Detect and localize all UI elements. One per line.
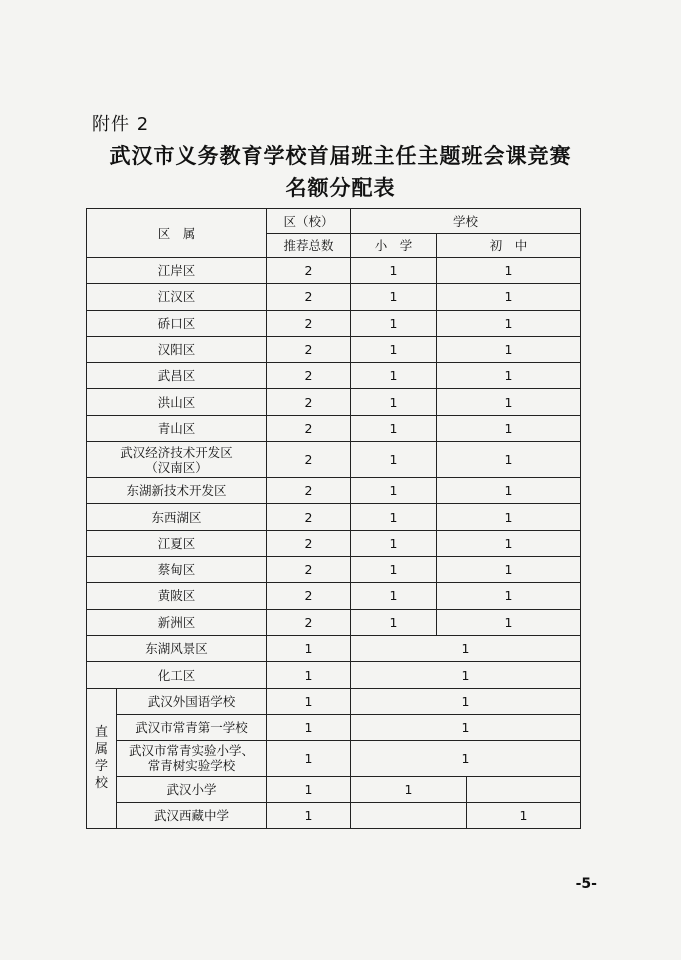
primary-cell <box>351 802 467 828</box>
district-cell <box>87 504 267 530</box>
district-cell <box>87 336 267 362</box>
school-cell: 1 <box>351 714 581 740</box>
header-primary: 小 学 <box>351 234 437 258</box>
district-name: 新洲区 <box>157 614 196 630</box>
primary-cell: 1 <box>351 415 437 441</box>
total-cell: 2 <box>267 442 351 478</box>
district-cell <box>87 415 267 441</box>
document-title: 武汉市义务教育学校首届班主任主题班会课竞赛 <box>109 144 572 168</box>
table-row <box>87 740 581 776</box>
middle-cell: 1 <box>437 389 581 415</box>
table-row <box>87 609 581 635</box>
primary-cell: 1 <box>351 556 437 582</box>
direct-schools-label <box>87 688 117 828</box>
total-cell: 2 <box>267 336 351 362</box>
total-cell: 2 <box>267 258 351 284</box>
table-row <box>87 776 581 802</box>
school-name-cell: 武汉小学 <box>117 776 267 802</box>
district-name: 硚口区 <box>157 315 196 331</box>
middle-cell: 1 <box>437 530 581 556</box>
table-row <box>87 662 581 689</box>
allocation-table <box>86 208 581 829</box>
middle-cell <box>467 776 581 802</box>
header-region: 区 属 <box>87 209 267 258</box>
table-row <box>87 363 581 389</box>
middle-cell: 1 <box>437 583 581 609</box>
primary-cell: 1 <box>351 310 437 336</box>
table-row <box>87 310 581 336</box>
primary-cell: 1 <box>351 389 437 415</box>
district-cell: 化工区 <box>87 662 267 689</box>
middle-cell: 1 <box>437 504 581 530</box>
primary-cell: 1 <box>351 609 437 635</box>
total-cell: 2 <box>267 389 351 415</box>
total-cell: 2 <box>267 504 351 530</box>
table-row <box>87 583 581 609</box>
direct-schools-label-text: 直属学校 <box>94 725 108 792</box>
primary-cell: 1 <box>351 776 467 802</box>
table-row <box>87 714 581 740</box>
district-name: 东湖新技术开发区 <box>126 483 227 499</box>
school-name-line2: 常青树实验学校 <box>147 758 236 774</box>
total-cell: 2 <box>267 478 351 504</box>
table-row <box>87 442 581 478</box>
school-name-cell <box>117 714 267 740</box>
district-name: 蔡甸区 <box>157 562 196 578</box>
school-name-cell <box>117 688 267 714</box>
middle-cell: 1 <box>437 415 581 441</box>
middle-cell: 1 <box>437 442 581 478</box>
middle-cell: 1 <box>437 310 581 336</box>
primary-cell: 1 <box>351 504 437 530</box>
school-name: 武汉市常青实验小学、 <box>129 743 255 759</box>
primary-cell: 1 <box>351 583 437 609</box>
district-name: 青山区 <box>157 420 196 436</box>
district-cell <box>87 258 267 284</box>
district-name: 武汉经济技术开发区 <box>120 444 233 460</box>
district-cell: 东湖风景区 <box>87 635 267 662</box>
district-name: 武昌区 <box>157 368 196 384</box>
middle-cell: 1 <box>437 609 581 635</box>
district-name: 汉阳区 <box>157 342 196 358</box>
primary-cell: 1 <box>351 442 437 478</box>
district-cell <box>87 284 267 310</box>
school-cell: 1 <box>351 635 581 662</box>
middle-cell: 1 <box>467 802 581 828</box>
total-cell: 2 <box>267 415 351 441</box>
total-cell: 1 <box>267 635 351 662</box>
middle-cell: 1 <box>437 258 581 284</box>
total-cell: 2 <box>267 284 351 310</box>
table-row <box>87 504 581 530</box>
school-name: 武汉市常青第一学校 <box>135 719 248 735</box>
district-cell <box>87 478 267 504</box>
table-row <box>87 556 581 582</box>
total-cell: 1 <box>267 662 351 689</box>
primary-cell: 1 <box>351 258 437 284</box>
district-cell <box>87 310 267 336</box>
primary-cell: 1 <box>351 530 437 556</box>
attachment-label: 附件 2 <box>92 114 150 135</box>
header-middle: 初 中 <box>437 234 581 258</box>
table-row <box>87 688 581 714</box>
table-row <box>87 530 581 556</box>
primary-cell: 1 <box>351 363 437 389</box>
middle-cell: 1 <box>437 336 581 362</box>
total-cell: 2 <box>267 530 351 556</box>
school-name-cell <box>117 740 267 776</box>
district-name: 江岸区 <box>157 263 196 279</box>
header-row-1 <box>87 209 581 234</box>
primary-cell: 1 <box>351 336 437 362</box>
district-cell <box>87 363 267 389</box>
total-cell: 2 <box>267 583 351 609</box>
total-cell: 2 <box>267 310 351 336</box>
district-cell <box>87 530 267 556</box>
school-cell: 1 <box>351 688 581 714</box>
school-cell: 1 <box>351 740 581 776</box>
header-district-school: 区（校） <box>267 209 351 234</box>
district-cell <box>87 442 267 478</box>
total-cell: 2 <box>267 556 351 582</box>
document-subtitle: 名额分配表 <box>285 176 396 200</box>
district-cell <box>87 583 267 609</box>
total-cell: 1 <box>267 714 351 740</box>
middle-cell: 1 <box>437 284 581 310</box>
header-school: 学校 <box>351 209 581 234</box>
school-name-cell: 武汉西藏中学 <box>117 802 267 828</box>
table-row <box>87 802 581 828</box>
table-row <box>87 415 581 441</box>
school-name: 武汉外国语学校 <box>147 693 236 709</box>
header-recommend-total: 推荐总数 <box>267 234 351 258</box>
district-name: 江夏区 <box>157 535 196 551</box>
district-name: 洪山区 <box>157 394 196 410</box>
middle-cell: 1 <box>437 478 581 504</box>
district-name: 江汉区 <box>157 289 196 305</box>
district-cell <box>87 556 267 582</box>
page-number: -5- <box>575 876 597 892</box>
district-cell <box>87 389 267 415</box>
primary-cell: 1 <box>351 284 437 310</box>
primary-cell: 1 <box>351 478 437 504</box>
table-row <box>87 635 581 662</box>
table-row <box>87 478 581 504</box>
total-cell: 2 <box>267 363 351 389</box>
total-cell: 1 <box>267 802 351 828</box>
table-row <box>87 284 581 310</box>
district-name-line2: （汉南区） <box>145 459 208 475</box>
district-name: 黄陂区 <box>157 588 196 604</box>
total-cell: 1 <box>267 688 351 714</box>
school-cell: 1 <box>351 662 581 689</box>
table-row <box>87 258 581 284</box>
table-row <box>87 389 581 415</box>
total-cell: 1 <box>267 740 351 776</box>
total-cell: 2 <box>267 609 351 635</box>
middle-cell: 1 <box>437 363 581 389</box>
table-row <box>87 336 581 362</box>
district-cell <box>87 609 267 635</box>
middle-cell: 1 <box>437 556 581 582</box>
district-name: 东西湖区 <box>151 509 202 525</box>
total-cell: 1 <box>267 776 351 802</box>
